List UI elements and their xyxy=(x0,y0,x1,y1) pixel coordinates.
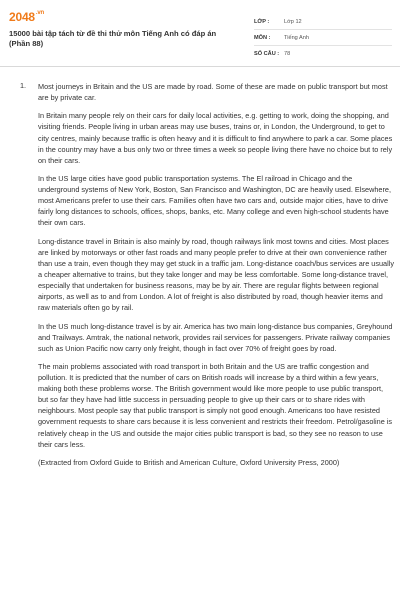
meta-row-count xyxy=(254,46,392,61)
passage-paragraph: In the US much long-distance travel is by air. America has two main long-distance bus companies, Greyhound and Trailways. Amtrak, the national network, provides rail services for passengers. Private railway companies such as Union Pacific now carry only freight, though in fact over 70% of freight goes by road. xyxy=(38,321,393,353)
question-number: 1. xyxy=(20,81,27,90)
meta-row-subject xyxy=(254,30,392,46)
passage-source: (Extracted from Oxford Guide to British and American Culture, Oxford University Press, 2000) xyxy=(38,457,340,467)
passage-paragraph: The main problems associated with road transport in both Britain and the US are traffic congestion and pollution. It is predicted that the number of cars on British roads will increase by a third within a few years, making both these problems worse. The British government would like more people to use public transport, but so far they have had little success in persuading people to give up their cars or to share rides with neighbours. Most people say that public transport is simply not good enough. Americans too have resisted government requests to share cars because it is less convenient and restricts their freedom. Petrol/gasoline is relatively cheap in the US and outside the major cities public transport is bad, so they see no reason to use their cars less. xyxy=(38,362,393,449)
passage-paragraph: In Britain many people rely on their cars for daily local activities, e.g. getting to work, doing the shopping, and visiting friends. People living in urban areas may use buses, trains or, in London, the Underground, to get to city centres, mainly because traffic is often heavy and it is difficult to find anywhere to park a car. Some places in the country may have a bus only two or three times a week so people living there have no choice but to rely on their cars. xyxy=(38,111,393,165)
document-title: 15000 bài tập tách từ đề thi thử môn Tiếng Anh có đáp án (Phần 88) xyxy=(9,29,217,48)
meta-value: 78 xyxy=(284,50,291,57)
logo-number: 2048 xyxy=(9,10,35,24)
passage-paragraph: In the US large cities have good public transportation systems. The El railroad in Chicago and the underground systems of New York, Boston, San Francisco and Washington, DC are heavily used. Elsewhere, most Americans prefer to use their cars. Families often have two cars and, outside major cities, have to drive fairly long distances to schools, offices, shops, banks, etc. Many college and even high-school students have their own cars. xyxy=(38,174,392,228)
meta-key: LỚP : xyxy=(254,18,270,25)
meta-key: MÔN : xyxy=(254,34,271,41)
meta-table xyxy=(254,14,392,61)
reading-passage xyxy=(38,81,394,475)
meta-value: Tiếng Anh xyxy=(284,34,309,41)
meta-key: SỐ CÂU : xyxy=(254,50,280,57)
passage-paragraph: Long-distance travel in Britain is also mainly by road, though railways link most towns and cities. Most places are linked by motorways or other fast roads and many people prefer to drive at their own convenience rather than use a train, even though they may get stuck in a traffic jam. Long-distance coach/bus services are usually a cheaper alternative to trains, but they take longer and may be less comfortable. Some long-distance travel, especially that undertaken for business reasons, may be by air. There are regular flights between regional airports, as well as to and from London. A lot of freight is also distributed by road, though heavier items and raw materials often go by rail. xyxy=(38,236,394,313)
meta-row-class xyxy=(254,14,392,30)
logo-suffix: .vn xyxy=(35,10,44,16)
meta-value: Lớp 12 xyxy=(284,18,302,25)
page-header xyxy=(0,0,400,67)
passage-paragraph: Most journeys in Britain and the US are made by road. Some of these are made on public transport but most are by private car. xyxy=(38,82,388,103)
site-logo[interactable] xyxy=(9,10,44,24)
